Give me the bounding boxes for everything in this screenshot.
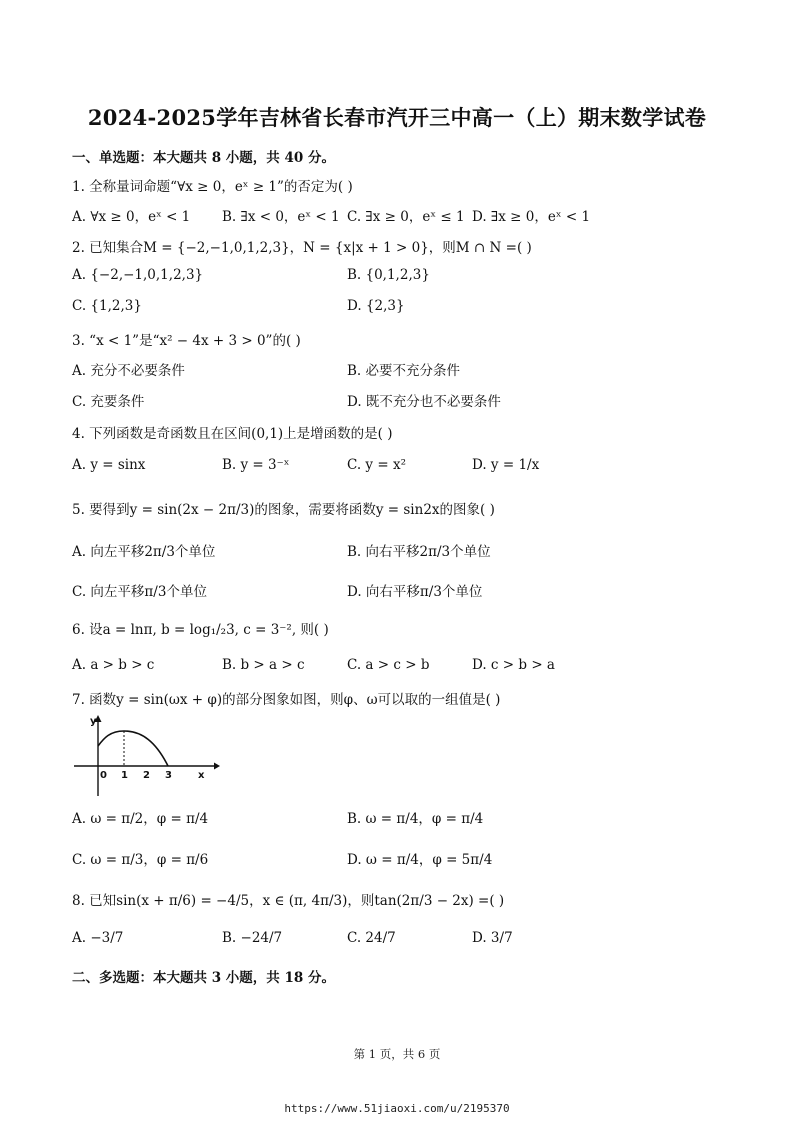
question-7-option-c: C. ω = π/3，φ = π/6 bbox=[72, 852, 209, 868]
question-3-option-b: B. 必要不充分条件 bbox=[347, 363, 461, 379]
question-3-stem: 3. “x < 1”是“x² − 4x + 3 > 0”的( ) bbox=[72, 333, 301, 349]
question-7-sine-graph bbox=[70, 712, 220, 798]
x-axis-arrow-icon bbox=[214, 763, 220, 770]
question-3-option-a: A. 充分不必要条件 bbox=[72, 363, 185, 379]
section-multiple-choice: 二、多选题：本大题共 3 小题，共 18 分。 bbox=[72, 970, 335, 986]
question-5-option-a: A. 向左平移2π/3个单位 bbox=[72, 544, 216, 560]
question-5-option-d: D. 向右平移π/3个单位 bbox=[347, 584, 483, 600]
question-2-option-b: B. {0,1,2,3} bbox=[347, 267, 430, 283]
question-1-option-d: D. ∃x ≥ 0，eˣ < 1 bbox=[472, 209, 591, 225]
question-8-option-a: A. −3/7 bbox=[72, 930, 124, 946]
page-number: 第 1 页，共 6 页 bbox=[353, 1047, 441, 1061]
graph-tick-1: 1 bbox=[121, 770, 128, 781]
question-4-option-d: D. y = 1/x bbox=[472, 457, 540, 473]
question-3-option-d: D. 既不充分也不必要条件 bbox=[347, 394, 501, 410]
question-7-option-d: D. ω = π/4，φ = 5π/4 bbox=[347, 852, 493, 868]
question-8-stem: 8. 已知sin(x + π/6) = −4/5，x ∈ (π, 4π/3)，则tan(2π/3 − 2x) =( ) bbox=[72, 893, 505, 909]
question-7-option-b: B. ω = π/4，φ = π/4 bbox=[347, 811, 484, 827]
question-5-option-c: C. 向左平移π/3个单位 bbox=[72, 584, 207, 600]
question-4-option-b: B. y = 3⁻ˣ bbox=[222, 457, 290, 473]
question-8-option-d: D. 3/7 bbox=[472, 930, 513, 946]
question-6-option-b: B. b > a > c bbox=[222, 657, 305, 673]
sine-curve bbox=[98, 731, 168, 766]
question-3-option-c: C. 充要条件 bbox=[72, 394, 145, 410]
question-2-stem: 2. 已知集合M = {−2,−1,0,1,2,3}，N = {x|x + 1 > 0}，则M ∩ N =( ) bbox=[72, 240, 532, 256]
question-6-stem: 6. 设a = lnπ, b = log₁/₂3, c = 3⁻², 则( ) bbox=[72, 622, 329, 638]
question-1-option-b: B. ∃x < 0，eˣ < 1 bbox=[222, 209, 340, 225]
question-4-option-c: C. y = x² bbox=[347, 457, 406, 473]
graph-tick-2: 2 bbox=[143, 770, 150, 781]
question-7-stem: 7. 函数y = sin(ωx + φ)的部分图象如图，则φ、ω可以取的一组值是( ) bbox=[72, 692, 501, 708]
exam-title: 2024-2025学年吉林省长春市汽开三中高一（上）期末数学试卷 bbox=[87, 105, 707, 130]
question-1-option-a: A. ∀x ≥ 0，eˣ < 1 bbox=[72, 209, 191, 225]
question-7-option-a: A. ω = π/2，φ = π/4 bbox=[72, 811, 209, 827]
question-2-option-d: D. {2,3} bbox=[347, 298, 405, 314]
graph-y-label: y bbox=[90, 716, 97, 727]
watermark-url: https://www.51jiaoxi.com/u/2195370 bbox=[284, 1102, 510, 1115]
question-5-stem: 5. 要得到y = sin(2x − 2π/3)的图象，需要将函数y = sin2x的图象( ) bbox=[72, 502, 495, 518]
question-5-option-b: B. 向右平移2π/3个单位 bbox=[347, 544, 491, 560]
question-8-option-c: C. 24/7 bbox=[347, 930, 396, 946]
question-6-option-d: D. c > b > a bbox=[472, 657, 555, 673]
graph-x-label: x bbox=[198, 770, 205, 781]
question-4-option-a: A. y = sinx bbox=[72, 457, 146, 473]
question-1-stem: 1. 全称量词命题“∀x ≥ 0，eˣ ≥ 1”的否定为( ) bbox=[72, 179, 353, 195]
question-6-option-c: C. a > c > b bbox=[347, 657, 430, 673]
question-1-option-c: C. ∃x ≥ 0，eˣ ≤ 1 bbox=[347, 209, 465, 225]
question-2-option-a: A. {−2,−1,0,1,2,3} bbox=[72, 267, 204, 283]
question-4-stem: 4. 下列函数是奇函数且在区间(0,1)上是增函数的是( ) bbox=[72, 426, 393, 442]
question-6-option-a: A. a > b > c bbox=[72, 657, 155, 673]
question-2-option-c: C. {1,2,3} bbox=[72, 298, 142, 314]
section-single-choice: 一、单选题：本大题共 8 小题，共 40 分。 bbox=[72, 150, 335, 166]
question-8-option-b: B. −24/7 bbox=[222, 930, 283, 946]
graph-origin-label: 0 bbox=[100, 770, 107, 781]
graph-tick-3: 3 bbox=[165, 770, 172, 781]
